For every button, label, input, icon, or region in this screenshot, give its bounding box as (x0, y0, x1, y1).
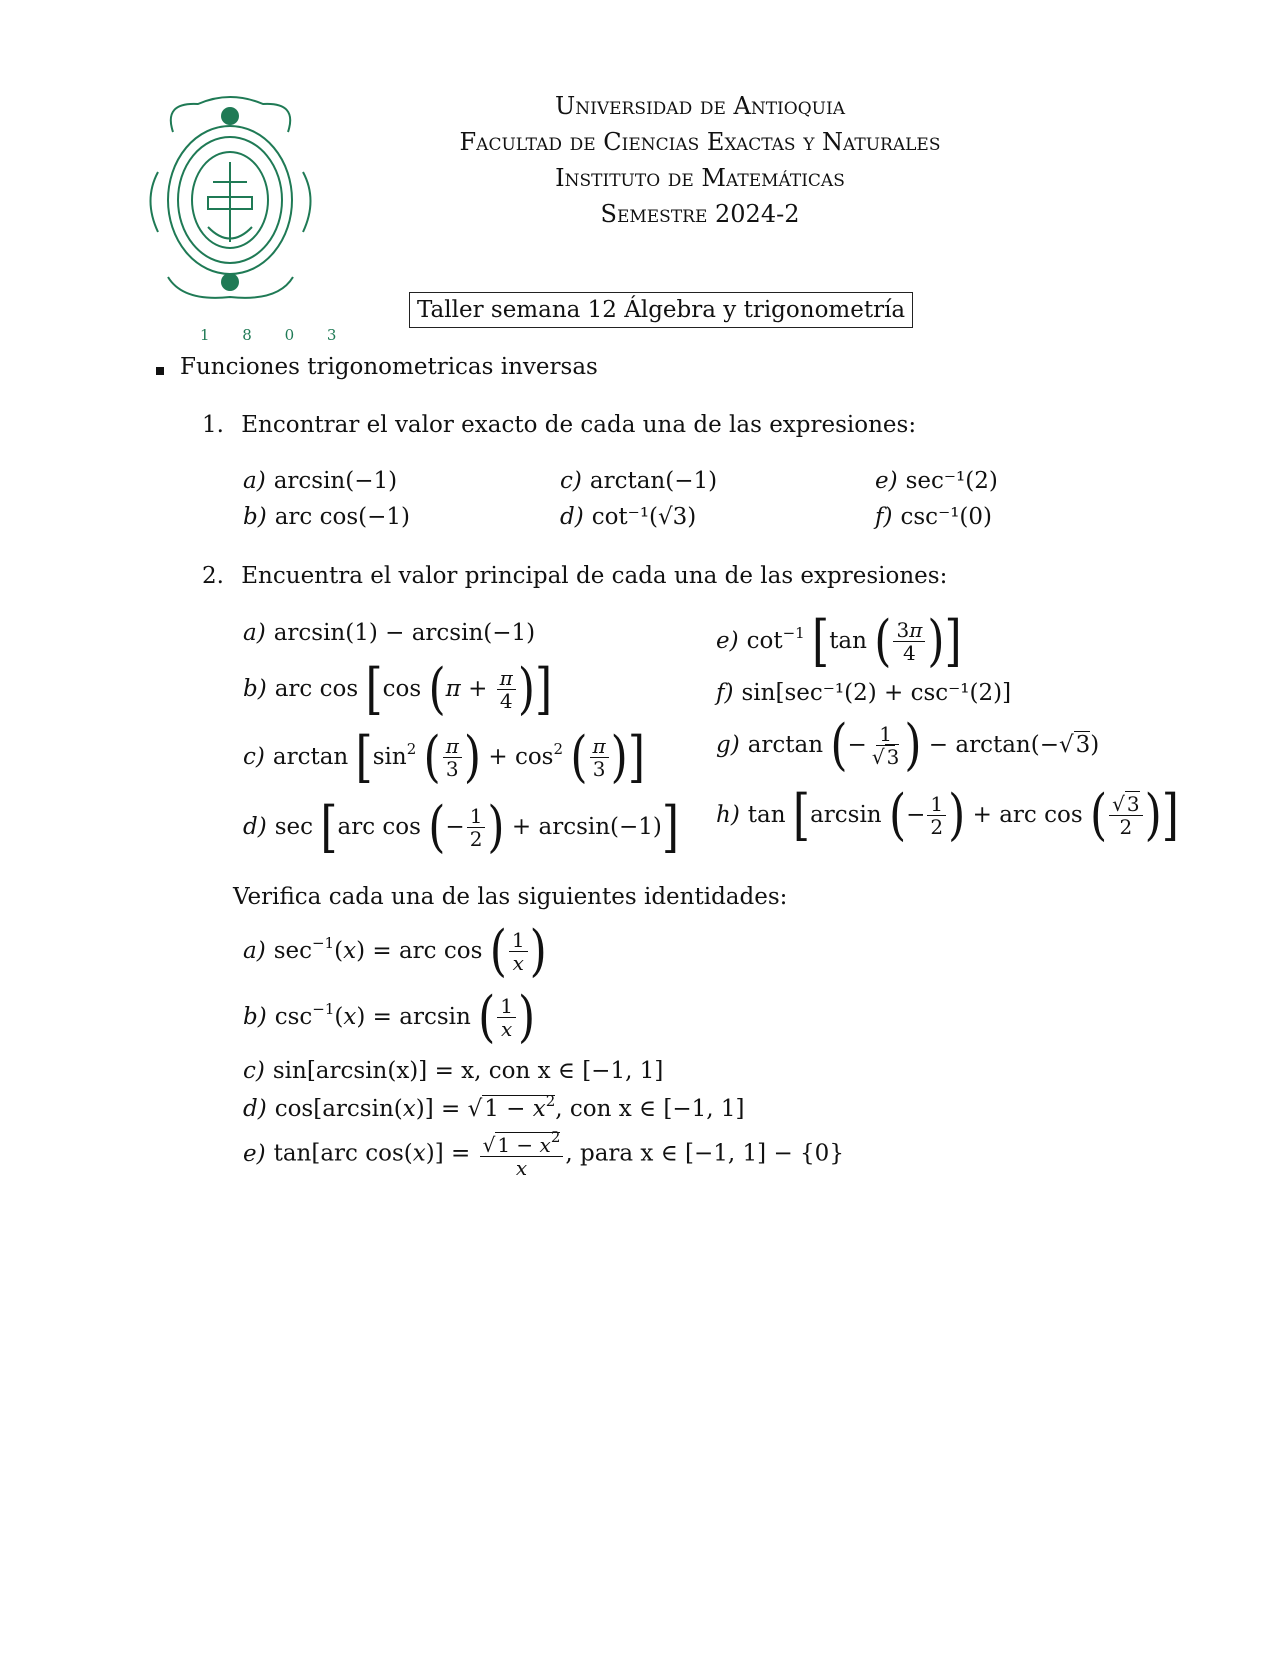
q2-item-h: h) tan [arcsin (− $\frac{1}{2}$ ) + arc cos ( $\frac{√ 3}{2}$ )] (716, 783, 1179, 848)
institute-name: Instituto de Matemáticas (555, 164, 845, 192)
question-2 (202, 563, 947, 589)
question-text: Encuentra el valor principal de cada una de las expresiones: (241, 563, 948, 589)
workshop-title: Taller semana 12 Álgebra y trigonometría (409, 292, 913, 328)
q2-item-f: f) sin[sec⁻¹(2) + csc⁻¹(2)] (716, 680, 1012, 706)
faculty-name: Facultad de Ciencias Exactas y Naturales (459, 128, 941, 156)
q2-item-c: c) $\arctan [\sin^2$ ( $\frac{\pi}{3}$ ) + $\cos^2$ ( $\frac{\pi}{3}$ )] (243, 725, 646, 790)
q1-item-c: c) arctan(−1) (560, 468, 718, 494)
question-1 (202, 412, 916, 438)
question-number: 2. (202, 563, 224, 589)
verify-item-b: b) $\csc^{-1}(x) = \arcsin$ ( $\frac{1}{x}$ ) (243, 985, 536, 1050)
university-name: Universidad de Antioquia (555, 92, 845, 120)
verify-item-a: a) $\sec^{-1}(x)$ = arc cos ( $\frac{1}{x}$ ) (243, 919, 547, 984)
q1-item-a: a) arcsin(−1) (243, 468, 398, 494)
section-title: Funciones trigonometricas inversas (180, 354, 598, 380)
bullet-icon (156, 367, 164, 375)
university-crest-logo (143, 92, 318, 312)
document-header (400, 88, 1000, 232)
q2-item-a: a) arcsin(1) − arcsin(−1) (243, 620, 536, 646)
question-text: Encontrar el valor exacto de cada una de las expresiones: (241, 412, 917, 438)
q1-item-b: b) arc cos(−1) (243, 504, 410, 530)
verify-item-d: d) $\cos[\arcsin(x)] = √1 - x^2$, con x ∈ [−1, 1] (243, 1092, 745, 1122)
crest-year: 1 8 0 3 (200, 326, 351, 344)
verify-instructions: Verifica cada una de las siguientes identidades: (233, 884, 788, 910)
q2-item-g: g) arctan (− $\frac{1}{√ 3}$ ) − arctan(−√3) (716, 713, 1100, 778)
semester: Semestre 2024-2 (600, 200, 800, 228)
q2-item-d: d) sec [arc cos (− $\frac{1}{2}$ ) + arcsin(−1)] (243, 795, 680, 860)
q1-item-e: e) sec⁻¹(2) (875, 468, 998, 494)
q1-item-d: d) cot⁻¹(√3) (560, 504, 697, 530)
verify-item-e: e) tan[arc cos(x)] = $\frac{√ 1 - x^2}{x}$ , para x ∈ [−1, 1] − {0} (243, 1128, 844, 1180)
q1-item-f: f) csc⁻¹(0) (875, 504, 993, 530)
verify-item-c: c) sin[arcsin(x)] = x, con x ∈ [−1, 1] (243, 1058, 664, 1084)
q2-item-b: b) arc cos [cos (π + $\frac{\pi}{4}$ )] (243, 657, 553, 722)
question-number: 1. (202, 412, 224, 438)
q2-item-e: e) $\cot^{-1} [\tan$ ( $\frac{3\pi}{4}$ )] (716, 609, 962, 674)
